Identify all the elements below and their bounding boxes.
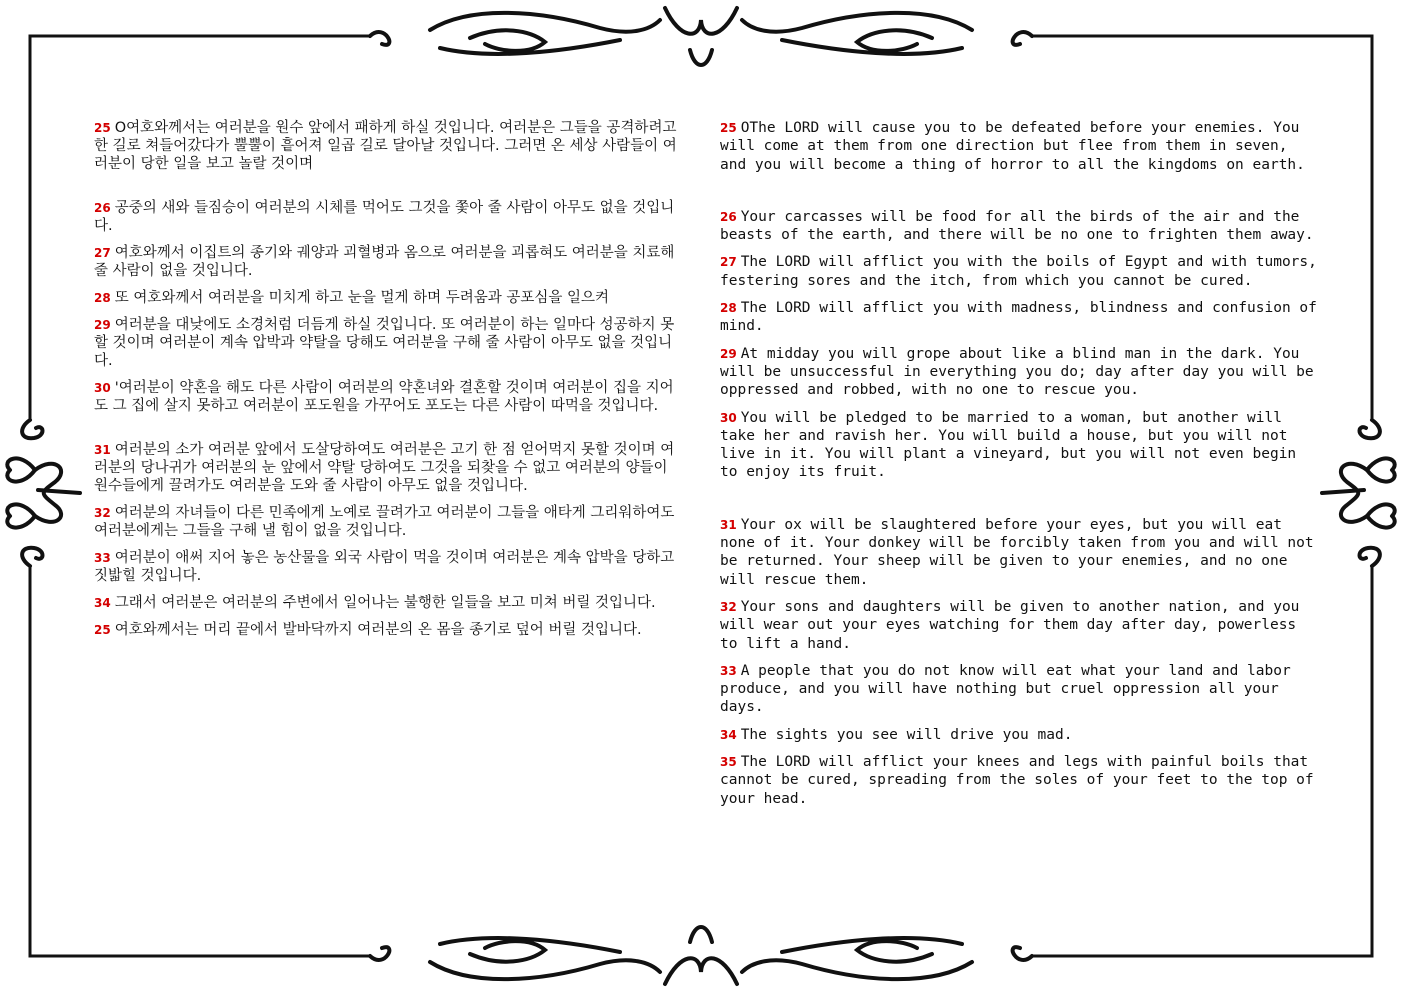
english-verse xyxy=(720,753,1320,808)
verse-number: 26 xyxy=(94,201,111,215)
korean-verse xyxy=(94,289,684,307)
right-ornament xyxy=(1322,420,1395,566)
verse-number: 28 xyxy=(720,301,737,316)
verse-number: 27 xyxy=(720,255,737,270)
verse-number: 33 xyxy=(720,663,737,678)
english-verse xyxy=(720,726,1320,744)
korean-verse xyxy=(94,119,684,173)
verse-number: 29 xyxy=(720,346,737,361)
verse-text: 여러분의 자녀들이 다른 민족에게 노예로 끌려가고 여러분이 그들을 애타게 그리워하여도 여러분에게는 그들을 구해 낼 힘이 없을 것입니다. xyxy=(94,505,675,539)
verse-number: 30 xyxy=(720,410,737,425)
top-ornament xyxy=(370,8,1032,65)
english-verse xyxy=(720,345,1320,400)
verse-text: The LORD will afflict your knees and legs with painful boils that cannot be cured, spreading from the soles of your feet to the top of your head. xyxy=(720,754,1314,807)
verse-number: 31 xyxy=(94,443,111,457)
verse-text: 여러분의 소가 여러분 앞에서 도살당하여도 여러분은 고기 한 점 얻어먹지 못할 것이며 여러분의 당나귀가 여러분의 눈 앞에서 약탈 당하여도 그것을 되찾을 수 없고 여러분의 양들이 원수들에게 끌려가도 여러분을 도와 줄 사람이 아무도 없을 것입니다. xyxy=(94,442,675,494)
bottom-ornament xyxy=(370,927,1032,984)
verse-text: 여러분이 애써 지어 놓은 농산물을 외국 사람이 먹을 것이며 여러분은 계속 압박을 당하고 짓밟힐 것입니다. xyxy=(94,550,675,584)
verse-text: At midday you will grope about like a blind man in the dark. You will be unsuccessful in everything you do; day after day you will be oppressed and robbed, with no one to rescue you. xyxy=(720,345,1314,399)
korean-verse xyxy=(94,441,684,495)
verse-number: 34 xyxy=(94,596,111,610)
english-verse xyxy=(720,299,1320,336)
verse-text: 또 여호와께서 여러분을 미치게 하고 눈을 멀게 하며 두려움과 공포심을 일으켜 xyxy=(114,290,610,306)
korean-verse xyxy=(94,199,684,235)
korean-verse xyxy=(94,379,684,415)
verse-text: Your sons and daughters will be given to another nation, and you will wear out your eyes watching for them day after day, powerless to lift a hand. xyxy=(720,598,1300,652)
verse-text: 여러분을 대낮에도 소경처럼 더듬게 하실 것입니다. 또 여러분이 하는 일마다 성공하지 못할 것이며 여러분이 계속 압박과 약탈을 당해도 여러분을 구해 줄 사람이 아무도 없을 것입니다. xyxy=(94,317,675,369)
verse-text: A people that you do not know will eat what your land and labor produce, and you will have nothing but cruel oppression all your days. xyxy=(720,662,1291,716)
verse-text: '여러분이 약혼을 해도 다른 사람이 여러분의 약혼녀와 결혼할 것이며 여러분이 집을 지어도 그 집에 살지 못하고 여러분이 포도원을 가꾸어도 포도는 다른 사람이 따먹을 것입니다. xyxy=(94,380,674,414)
korean-verse xyxy=(94,316,684,370)
english-verse xyxy=(720,598,1320,653)
verse-number: 27 xyxy=(94,246,111,260)
verse-text: 그래서 여러분은 여러분의 주변에서 일어나는 불행한 일들을 보고 미쳐 버릴 것입니다. xyxy=(114,595,656,611)
verse-text: Your ox will be slaughtered before your eyes, but you will eat none of it. Your donkey will be forcibly taken from you and will not be returned. Your sheep will be given to your enemies, and no one will rescue them. xyxy=(720,516,1314,588)
verse-number: 32 xyxy=(94,506,111,520)
english-column xyxy=(720,119,1320,817)
english-verse xyxy=(720,409,1320,482)
verse-number: 33 xyxy=(94,551,111,565)
left-ornament xyxy=(7,420,80,566)
verse-number: 25 xyxy=(94,121,111,135)
verse-number: 32 xyxy=(720,599,737,614)
verse-text: O여호와께서는 여러분을 원수 앞에서 패하게 하실 것입니다. 여러분은 그들을 공격하려고 한 길로 쳐들어갔다가 뿔뿔이 흩어져 일곱 길로 달아날 것입니다. 그러면 온 세상 사람들이 여러분이 당한 일을 보고 놀랄 것이며 xyxy=(94,120,677,172)
verse-text: OThe LORD will cause you to be defeated before your enemies. You will come at them from one direction but flee from them in seven, and you will become a thing of horror to all the kingdoms on earth. xyxy=(720,120,1305,173)
verse-text: The LORD will afflict you with the boils of Egypt and with tumors, festering sores and the itch, from which you cannot be cured. xyxy=(720,254,1317,289)
korean-verse xyxy=(94,504,684,540)
english-verse xyxy=(720,516,1320,589)
verse-number: 31 xyxy=(720,517,737,532)
verse-number: 28 xyxy=(94,291,111,305)
verse-number: 35 xyxy=(720,755,737,770)
verse-text: The LORD will afflict you with madness, blindness and confusion of mind. xyxy=(720,300,1317,335)
english-verse xyxy=(720,253,1320,290)
english-verse xyxy=(720,662,1320,717)
korean-verse xyxy=(94,244,684,280)
verse-text: 공중의 새와 들짐승이 여러분의 시체를 먹어도 그것을 쫓아 줄 사람이 아무도 없을 것입니다. xyxy=(94,200,675,234)
verse-number: 29 xyxy=(94,318,111,332)
korean-verse xyxy=(94,621,684,639)
verse-text: 여호와께서 이집트의 종기와 궤양과 괴혈병과 옴으로 여러분을 괴롭혀도 여러분을 치료해 줄 사람이 없을 것입니다. xyxy=(94,245,675,279)
verse-text: Your carcasses will be food for all the birds of the air and the beasts of the earth, and there will be no one to frighten them away. xyxy=(720,208,1314,244)
verse-number: 25 xyxy=(720,121,737,135)
verse-number: 30 xyxy=(94,381,111,395)
korean-verse xyxy=(94,594,684,612)
korean-column xyxy=(94,119,684,648)
verse-text: 여호와께서는 머리 끝에서 발바닥까지 여러분의 온 몸을 종기로 덮어 버릴 것입니다. xyxy=(114,622,642,638)
verse-number: 25 xyxy=(94,623,111,637)
verse-number: 26 xyxy=(720,209,737,224)
korean-verse xyxy=(94,549,684,585)
verse-text: You will be pledged to be married to a woman, but another will take her and ravish her. You will build a house, but you will not live in it. You will plant a vineyard, but you will not even begin to enjoy its fruit. xyxy=(720,409,1297,481)
verse-text: The sights you see will drive you mad. xyxy=(740,726,1073,743)
english-verse xyxy=(720,208,1320,245)
english-verse xyxy=(720,119,1320,174)
verse-number: 34 xyxy=(720,727,737,742)
